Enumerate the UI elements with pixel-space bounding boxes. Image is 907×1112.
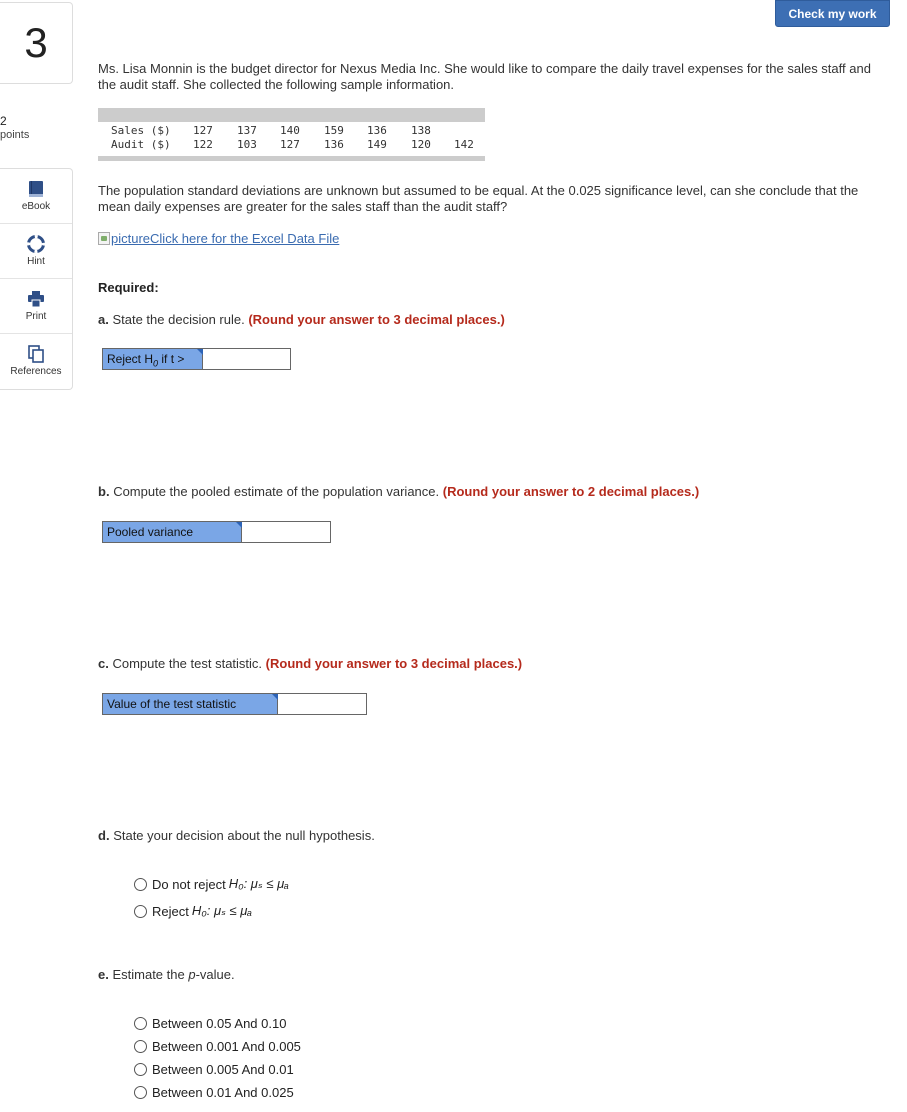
excel-link-row (98, 231, 339, 247)
radio-button[interactable] (134, 878, 147, 891)
option-label: Reject (152, 903, 189, 919)
audit-value: 103 (237, 138, 257, 151)
part-e-options (134, 1014, 301, 1101)
audit-value: 142 (454, 138, 474, 151)
print-label: Print (25, 311, 47, 322)
sales-value: 136 (367, 124, 387, 137)
part-c-prompt (98, 656, 522, 672)
sales-value: 127 (193, 124, 213, 137)
part-d-text: State your decision about the null hypothesis. (113, 828, 375, 843)
audit-label: Audit ($) (111, 138, 171, 151)
part-c-prefix: c. (98, 656, 109, 671)
book-icon (27, 180, 45, 198)
hypothesis-text: H₀: μₛ ≤ μₐ (191, 903, 253, 918)
part-b-prompt (98, 484, 699, 500)
question-number: 3 (24, 19, 48, 66)
sales-label: Sales ($) (111, 124, 171, 137)
pooled-variance-input[interactable] (242, 522, 330, 542)
required-heading: Required: (98, 280, 159, 295)
ebook-label: eBook (21, 201, 51, 212)
part-a-answer-row (102, 348, 291, 370)
part-a-note: (Round your answer to 3 decimal places.) (248, 312, 505, 327)
part-c-note: (Round your answer to 3 decimal places.) (265, 656, 523, 671)
p-value-option[interactable] (134, 1083, 301, 1101)
radio-button[interactable] (134, 905, 147, 918)
printer-icon (27, 290, 45, 308)
part-d-options (134, 875, 289, 920)
ebook-button[interactable] (0, 169, 72, 224)
part-c-text: Compute the test statistic. (112, 656, 263, 671)
part-a-prompt (98, 312, 505, 328)
points-value: 2 (0, 114, 7, 128)
question-toolbar (0, 168, 73, 390)
sales-value: 137 (237, 124, 257, 137)
part-b-answer-row (102, 521, 331, 543)
part-a-prefix: a. (98, 312, 109, 327)
audit-value: 120 (411, 138, 431, 151)
option-label: Between 0.001 And 0.005 (152, 1038, 301, 1054)
radio-button[interactable] (134, 1086, 147, 1099)
test-statistic-input[interactable] (278, 694, 366, 714)
hint-button[interactable] (0, 224, 72, 279)
question-number-box (0, 2, 73, 84)
part-b-text: Compute the pooled estimate of the population variance. (113, 484, 440, 499)
option-label: Do not reject (152, 876, 226, 892)
hint-label: Hint (27, 256, 45, 267)
part-c-label: Value of the test statistic (103, 694, 278, 714)
references-label: References (10, 366, 62, 377)
option-label: Between 0.01 And 0.025 (152, 1084, 294, 1100)
life-ring-icon (27, 235, 45, 253)
audit-value: 149 (367, 138, 387, 151)
audit-value: 122 (193, 138, 213, 151)
points-info (0, 114, 29, 142)
check-my-work-button[interactable]: Check my work (775, 0, 890, 27)
decision-rule-input[interactable] (203, 349, 290, 369)
part-a-text: State the decision rule. (112, 312, 245, 327)
p-value-option[interactable] (134, 1060, 301, 1078)
part-e-text-post: -value. (195, 967, 235, 982)
sales-value: 138 (411, 124, 431, 137)
audit-value: 136 (324, 138, 344, 151)
radio-button[interactable] (134, 1040, 147, 1053)
do-not-reject-option[interactable] (134, 875, 289, 893)
audit-value: 127 (280, 138, 300, 151)
part-d-prompt (98, 828, 375, 844)
excel-link-text: Click here for the Excel Data File (150, 231, 340, 246)
option-label: Between 0.05 And 0.10 (152, 1015, 287, 1031)
part-e-prefix: e. (98, 967, 109, 982)
sales-value: 140 (280, 124, 300, 137)
part-d-prefix: d. (98, 828, 110, 843)
p-value-option[interactable] (134, 1037, 301, 1055)
question-intro: Ms. Lisa Monnin is the budget director for Nexus Media Inc. She would like to compare the daily travel expenses for the sales staff and the audit staff. She collected the following sample information. (98, 61, 871, 92)
part-b-note: (Round your answer to 2 decimal places.) (442, 484, 700, 499)
part-e-prompt (98, 967, 235, 983)
part-b-label: Pooled variance (103, 522, 242, 542)
table-top-bar (98, 108, 485, 122)
question-context: The population standard deviations are unknown but assumed to be equal. At the 0.025 significance level, can she conclude that the mean daily expenses are greater for the sales staff than the audit staff? (98, 183, 859, 214)
option-label: Between 0.005 And 0.01 (152, 1061, 294, 1077)
reject-option[interactable] (134, 902, 289, 920)
broken-picture-icon (98, 232, 110, 245)
points-label: points (0, 129, 30, 141)
p-value-option[interactable] (134, 1014, 301, 1032)
part-c-answer-row (102, 693, 367, 715)
part-e-text-pre: Estimate the (112, 967, 189, 982)
radio-button[interactable] (134, 1017, 147, 1030)
radio-button[interactable] (134, 1063, 147, 1076)
sales-value: 159 (324, 124, 344, 137)
part-a-label: Reject $H_0$ if t > (103, 349, 203, 369)
part-b-prefix: b. (98, 484, 110, 499)
table-bottom-bar (98, 156, 485, 161)
sample-data-table (98, 108, 485, 162)
documents-icon (27, 345, 45, 363)
part-e-text-em: p (188, 967, 196, 982)
print-button[interactable] (0, 279, 72, 334)
excel-link-alt: picture (111, 231, 151, 246)
hypothesis-text: H₀: μₛ ≤ μₐ (228, 876, 289, 891)
excel-data-link[interactable] (98, 231, 339, 246)
references-button[interactable] (0, 334, 72, 389)
